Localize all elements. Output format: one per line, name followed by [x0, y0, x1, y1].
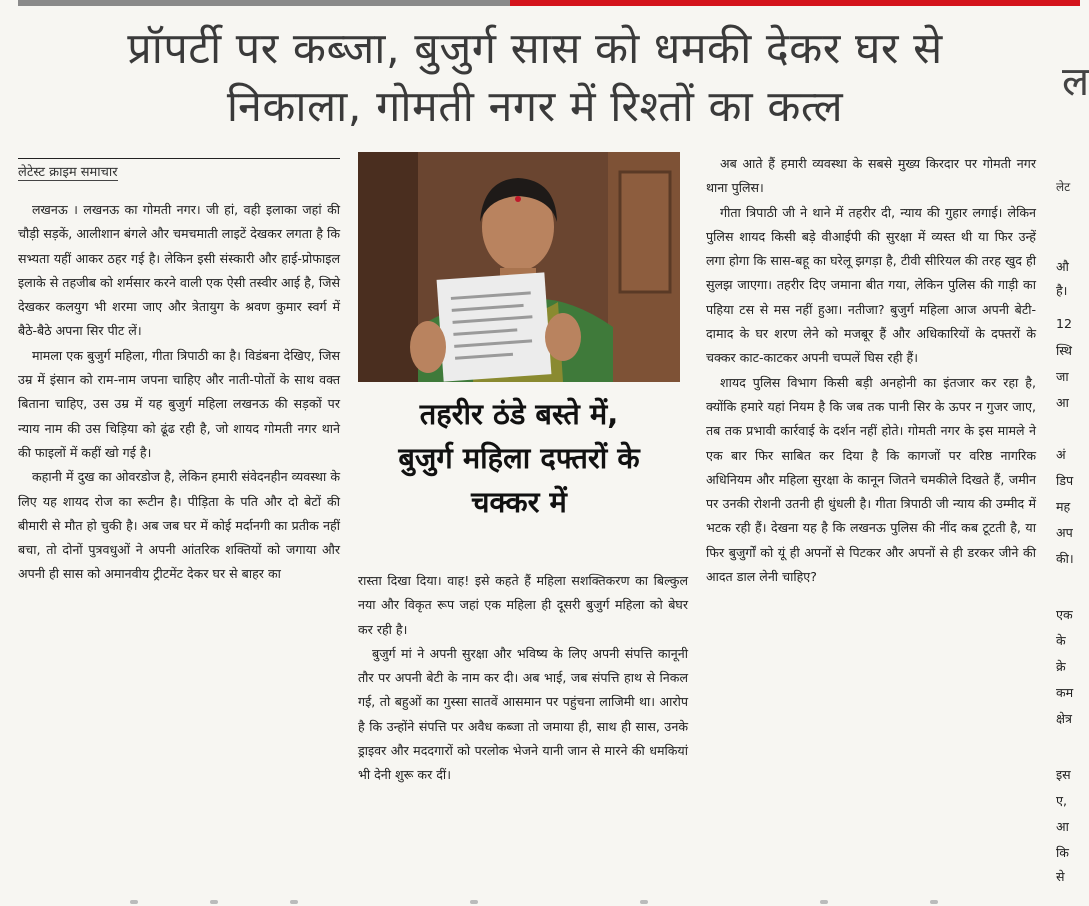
text-fragment: के [1056, 633, 1066, 648]
subhead-line-1: तहरीर ठंडे बस्ते में, [419, 397, 619, 431]
byline-text: लेटेस्ट क्राइम समाचार [18, 165, 118, 180]
text-fragment: की। [1056, 551, 1074, 566]
text-fragment: आ [1056, 395, 1069, 410]
article-column-2 [358, 569, 688, 788]
bottom-cut-line [0, 900, 1080, 906]
text-fragment: अं [1056, 447, 1066, 462]
text-fragment: है। [1056, 283, 1068, 298]
paragraph: गीता त्रिपाठी जी ने थाने में तहरीर दी, न्याय की गुहार लगाई। लेकिन पुलिस शायद किसी बड़े वीआईपी की सुरक्षा में व्यस्त थी या फिर उन्हें लगा होगा कि सास-बहू का घरेलू झगड़ा है, टीवी सीरियल की तरह खुद ही सुलझ जाएगा। तहरीर दिए जमाना बीत गया, लेकिन पुलिस की गाड़ी का पहिया टस से मस नहीं हुआ। नतीजा? बुजुर्ग महिला आज अपनी बेटी-दामाद के घर शरण लेने को मजबूर हैं और अधिकारियों के दफ्तरों के चक्कर काट-काटकर अपनी चप्पलें घिस रही हैं। [706, 204, 1036, 366]
paragraph: रास्ता दिखा दिया। वाह! इसे कहते हैं महिला सशक्तिकरण का बिल्कुल नया और विकृत रूप जहां एक महिला ही दूसरी बुजुर्ग महिला को बेघर कर रही है। [358, 573, 688, 637]
subhead-line-3: चक्कर में [471, 485, 567, 519]
text-fragment: इस [1056, 767, 1071, 782]
article-column-1 [18, 198, 340, 587]
news-photo [358, 152, 680, 382]
headline-line-1: प्रॉपर्टी पर कब्जा, बुजुर्ग सास को धमकी देकर घर से [127, 24, 943, 74]
text-fragment: कम [1056, 685, 1074, 700]
text-fragment: क्रे [1056, 659, 1066, 674]
text-fragment: स्थि [1056, 343, 1072, 358]
woman-holding-paper-illustration [358, 152, 680, 382]
headline [40, 20, 1030, 136]
paragraph: लखनऊ । लखनऊ का गोमती नगर। जी हां, वही इलाका जहां की चौड़ी सड़कें, आलीशान बंगले और चमचमाती लाइटें देखकर लगता है कि सभ्यता यहीं आकर ठहर गई है। लेकिन इसी संस्कारी और हाई-प्रोफाइल इलाके से तहजीब को शर्मसार करने वाली एक ऐसी तस्वीर आई है, जिसे देखकर कलयुग भी शरमा जाए और त्रेतायुग के श्रवण कुमार स्वर्ग में बैठे-बैठे अपना सिर पीट लें। [18, 202, 340, 339]
subhead-line-2: बुजुर्ग महिला दफ्तरों के [398, 441, 640, 475]
text-fragment: औ [1056, 259, 1069, 274]
paragraph: मामला एक बुजुर्ग महिला, गीता त्रिपाठी का है। विडंबना देखिए, जिस उम्र में इंसान को राम-नाम जपना चाहिए और नाती-पोतों के साथ वक्त बिताना चाहिए, उस उम्र में यह बुजुर्ग महिला लखनऊ की सड़कों पर न्याय नाम की उस चिड़िया को ढूंढ रही है, जो शायद गोमती नगर थाने की फाइलों में कहीं खो गई है। [18, 347, 340, 460]
text-fragment: जा [1056, 369, 1069, 384]
text-fragment: से [1056, 869, 1065, 884]
red-strip [510, 0, 1080, 6]
adjacent-article-fragment [1052, 0, 1089, 906]
text-fragment: क्षेत्र [1056, 711, 1072, 726]
top-color-bar [0, 0, 1080, 9]
headline-line-2: निकाला, गोमती नगर में रिश्तों का कत्ल [226, 82, 844, 132]
text-fragment: आ [1056, 819, 1069, 834]
text-fragment: एक [1056, 607, 1073, 622]
text-fragment: कि [1056, 845, 1069, 860]
text-fragment: 12 [1056, 316, 1073, 331]
adjacent-headline-fragment: ल [1062, 59, 1089, 105]
text-fragment: अप [1056, 525, 1073, 540]
paragraph: शायद पुलिस विभाग किसी बड़ी अनहोनी का इंतजार कर रहा है, क्योंकि हमारे यहां नियम है कि जब तक पानी सिर के ऊपर न गुजर जाए, तब तक प्रभावी कार्रवाई के दर्शन नहीं होते। गोमती नगर के इस मामले ने एक बार फिर साबित कर दिया है कि कागजों पर वरिष्ठ नागरिक अधिनियम और महिला सुरक्षा के कानून जितने चमकीले दिखते हैं, जमीन पर उनकी रोशनी उतनी ही धुंधली है। गीता त्रिपाठी जी न्याय की उम्मीद में भटक रही हैं। देखना यह है कि लखनऊ पुलिस की नींद कब टूटती है, या फिर बुजुर्गों को यूं ही अपनों से पिटकर और अपनों से ही डरकर जीने की आदत डाल लेनी चाहिए? [706, 374, 1036, 585]
byline [18, 158, 340, 180]
text-fragment: ए, [1056, 793, 1067, 808]
text-fragment: मह [1056, 499, 1071, 514]
paragraph: बुजुर्ग मां ने अपनी सुरक्षा और भविष्य के लिए अपनी संपत्ति कानूनी तौर पर अपनी बेटी के नाम कर दी। अब भाई, जब संपत्ति हाथ से निकल गई, तो बहुओं का गुस्सा सातवें आसमान पर पहुंचना लाजिमी था। आरोप है कि उन्होंने संपत्ति पर अवैध कब्जा तो जमाया ही, साथ ही सास, उनके ड्राइवर और मददगारों को परलोक भेजने यानी जान से मारने की धमकियां भी देनी शुरू कर दीं। [358, 645, 688, 783]
adjacent-byline-fragment: लेट [1056, 180, 1071, 194]
text-fragment: डिप [1056, 473, 1074, 488]
paragraph: कहानी में दुख का ओवरडोज है, लेकिन हमारी संवेदनहीन व्यवस्था के लिए यह शायद रोज का रूटीन है। पीड़िता के पति और दो बेटों की बीमारी से मौत हो चुकी है। अब जब घर में कोई मर्दानगी का प्रतीक नहीं बचा, तो दोनों पुत्रवधुओं ने अपनी आंतरिक शक्तियों को जगाया और अपनी ही सास को अमानवीय ट्रीटमेंट देकर घर से बाहर का [18, 469, 340, 582]
subheadline [358, 392, 680, 524]
paragraph: अब आते हैं हमारी व्यवस्था के सबसे मुख्य किरदार पर गोमती नगर थाना पुलिस। [706, 156, 1036, 196]
article-column-3 [706, 152, 1036, 589]
gray-strip [18, 0, 510, 6]
